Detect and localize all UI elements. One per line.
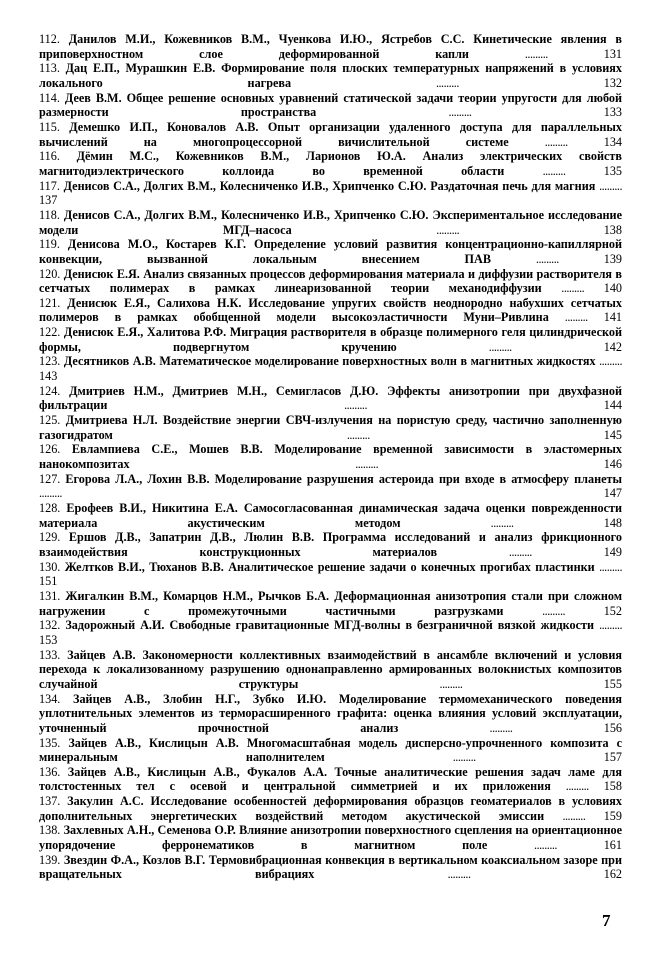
entry-title: Дац Е.П., Мурашкин Е.В. Формирование поля плоских температурных напряжений в условиях локального нагрева bbox=[39, 61, 622, 90]
entry-number: 131. bbox=[39, 588, 61, 603]
entry-number: 134. bbox=[39, 691, 61, 706]
dot-leader: ......... bbox=[542, 603, 566, 618]
entry-page-number: 153 bbox=[39, 632, 58, 647]
toc-entry bbox=[39, 794, 622, 823]
entry-number: 117. bbox=[39, 178, 60, 193]
entry-number: 118. bbox=[39, 207, 60, 222]
dot-leader: ......... bbox=[447, 867, 471, 882]
toc-entry bbox=[39, 120, 622, 149]
entry-title: Зайцев А.В., Кислицын А.В. Многомасштабная модель дисперсно-упрочненного композита с минеральным наполнителем bbox=[39, 735, 622, 765]
toc-entry bbox=[39, 149, 622, 178]
entry-title: Денисов С.А., Долгих В.М., Колесниченко И.В., Хрипченко С.Ю. Экспериментальное исследование модели МГД–насоса bbox=[39, 207, 622, 237]
entry-page-number: 157 bbox=[475, 750, 623, 765]
entry-number: 115. bbox=[39, 119, 60, 134]
entry-title: Демешко И.П., Коновалов А.В. Опыт организации удаленного доступа для параллельных вычислений на многопроцессорной вичислительной системе bbox=[39, 119, 622, 149]
entry-number: 133. bbox=[39, 647, 61, 662]
toc-entry bbox=[39, 692, 622, 736]
entry-page-number: 142 bbox=[511, 339, 622, 354]
toc-entry bbox=[39, 472, 622, 501]
entry-page-number: 134 bbox=[567, 134, 622, 149]
entry-title: Евлампиева С.Е., Мошев В.В. Моделирование временной зависимости в эластомерных нанокомпозитах bbox=[39, 442, 622, 472]
entry-page-number: 135 bbox=[565, 163, 623, 178]
dot-leader: ......... bbox=[436, 222, 460, 237]
toc-entry bbox=[39, 530, 622, 559]
entry-page-number: 132 bbox=[458, 75, 622, 90]
toc-entry bbox=[39, 736, 622, 765]
entry-number: 116. bbox=[39, 149, 60, 164]
dot-leader: ......... bbox=[542, 163, 566, 178]
entry-number: 113. bbox=[39, 61, 60, 76]
entry-title: Денисюк Е.Я., Халитова Р.Ф. Миграция растворителя в образце полимерного геля цилиндрической формы, подвергнутом кручению bbox=[39, 325, 622, 354]
entry-number: 120. bbox=[39, 266, 61, 281]
entry-number: 132. bbox=[39, 618, 61, 633]
table-of-contents bbox=[39, 32, 622, 882]
entry-number: 125. bbox=[39, 413, 61, 428]
entry-title: Захлевных А.Н., Семенова О.Р. Влияние анизотропии поверхностного сцепления на ориентационное упорядочение ферронематиков в магнитном поле bbox=[39, 823, 622, 853]
entry-number: 121. bbox=[39, 295, 61, 310]
entry-number: 114. bbox=[39, 90, 60, 105]
entry-page-number: 131 bbox=[547, 46, 623, 61]
entry-number: 136. bbox=[39, 764, 61, 779]
dot-leader: ......... bbox=[355, 457, 379, 472]
entry-title: Жигалкин В.М., Комарцов Н.М., Рычков Б.А. Деформационная анизотропия стали при сложном нагружении с промежуточными частичными разгрузками bbox=[39, 588, 622, 618]
dot-leader: ......... bbox=[448, 105, 472, 120]
dot-leader: ......... bbox=[452, 750, 476, 765]
toc-entry bbox=[39, 179, 622, 208]
dot-leader: ......... bbox=[344, 398, 367, 413]
toc-entry bbox=[39, 853, 622, 882]
entry-number: 130. bbox=[39, 559, 61, 574]
dot-leader: ......... bbox=[565, 779, 589, 794]
entry-number: 122. bbox=[39, 325, 61, 340]
entry-title: Деев В.М. Общее решение основных уравнений статической задачи теории упругости для любой размерности пространства bbox=[39, 90, 622, 120]
toc-entry bbox=[39, 823, 622, 852]
entry-page-number: 139 bbox=[558, 251, 623, 266]
entry-title: Десятников А.В. Математическое моделирование поверхностных волн в магнитных жидкостях bbox=[60, 354, 600, 369]
entry-number: 138. bbox=[39, 823, 61, 838]
dot-leader: ......... bbox=[439, 676, 463, 691]
toc-entry bbox=[39, 91, 622, 120]
entry-title: Данилов М.И., Кожевников В.М., Чуенкова И.Ю., Ястребов С.С. Кинетические явления в приповерхностном слое деформированной капли bbox=[39, 32, 622, 61]
dot-leader: ......... bbox=[489, 720, 513, 735]
toc-entry bbox=[39, 384, 622, 413]
toc-entry bbox=[39, 501, 622, 530]
entry-number: 119. bbox=[39, 237, 60, 252]
entry-page-number: 155 bbox=[462, 676, 622, 691]
entry-page-number: 159 bbox=[585, 808, 622, 823]
toc-entry bbox=[39, 237, 622, 266]
entry-page-number: 158 bbox=[588, 779, 622, 794]
toc-entry bbox=[39, 648, 622, 692]
entry-title: Закулин А.С. Исследование особенностей деформирования образцов геоматериалов в условиях дополнительных энергетических воздействий методом акустической эмиссии bbox=[39, 794, 622, 823]
entry-title: Денисова М.О., Костарев К.Г. Определение условий развития концентрационно-капиллярной конвекции, вызванной локальным внесением ПАВ bbox=[39, 237, 622, 266]
dot-leader: ......... bbox=[39, 486, 62, 501]
toc-entry bbox=[39, 354, 622, 383]
entry-number: 135. bbox=[39, 735, 61, 750]
toc-entry bbox=[39, 442, 622, 471]
dot-leader: ......... bbox=[599, 618, 622, 633]
dot-leader: ......... bbox=[346, 427, 370, 442]
dot-leader: ......... bbox=[599, 559, 622, 574]
toc-entry bbox=[39, 765, 622, 794]
entry-title: Зайцев А.В., Злобин Н.Г., Зубко И.Ю. Моделирование термомеханического поведения уплотнительных элементов из терморасширенного графита: оценка влияния условий эксплуатации, уточненный прочностной анализ bbox=[39, 691, 622, 735]
dot-leader: ......... bbox=[562, 808, 586, 823]
entry-page-number: 147 bbox=[61, 486, 622, 501]
dot-leader: ......... bbox=[535, 251, 559, 266]
entry-title: Зайцев А.В. Закономерности коллективных взаимодействий в ансамбле включений и условия перехода к локализованному разрушению однонаправленно армированных волокнистых композитов случайной структуры bbox=[39, 647, 622, 691]
entry-number: 123. bbox=[39, 354, 61, 369]
toc-entry bbox=[39, 208, 622, 237]
toc-entry bbox=[39, 413, 622, 442]
dot-leader: ......... bbox=[534, 838, 557, 853]
entry-title: Ерофеев В.И., Никитина Е.А. Самосогласованная динамическая задача оценки поврежденности материала акустическим методом bbox=[39, 501, 622, 530]
dot-leader: ......... bbox=[564, 310, 588, 325]
entry-page-number: 145 bbox=[369, 427, 622, 442]
entry-page-number: 161 bbox=[556, 838, 622, 853]
dot-leader: ......... bbox=[599, 178, 622, 193]
entry-page-number: 152 bbox=[565, 603, 622, 618]
entry-number: 124. bbox=[39, 383, 61, 398]
dot-leader: ......... bbox=[544, 134, 568, 149]
toc-entry bbox=[39, 267, 622, 296]
toc-entry bbox=[39, 296, 622, 325]
page-number: 7 bbox=[602, 911, 611, 930]
dot-leader: ......... bbox=[524, 46, 548, 61]
toc-entry bbox=[39, 325, 622, 354]
entry-title: Звездин Ф.А., Козлов В.Г. Термовибрационная конвекция в вертикальном коаксиальном зазоре при вращательных вибрациях bbox=[39, 852, 622, 882]
entry-page-number: 144 bbox=[367, 398, 622, 413]
entry-title: Зайцев А.В., Кислицын А.В., Фукалов А.А. Точные аналитические решения задач ламе для толстостенных тел с осевой и центральной симметрией и их приложения bbox=[39, 764, 622, 794]
dot-leader: ......... bbox=[490, 515, 514, 530]
entry-page-number: 146 bbox=[378, 457, 622, 472]
toc-entry bbox=[39, 618, 622, 647]
entry-page-number: 162 bbox=[470, 867, 622, 882]
entry-title: Дмитриева Н.Л. Воздействие энергии СВЧ-излучения на пористую среду, частично заполненную газогидратом bbox=[39, 413, 622, 442]
dot-leader: ......... bbox=[561, 281, 585, 296]
entry-title: Ершов Д.В., Запатрин Д.В., Люлин В.В. Программа исследований и анализ фрикционного взаимодействия конструкционных материалов bbox=[39, 530, 622, 559]
entry-page-number: 149 bbox=[531, 544, 622, 559]
entry-page-number: 137 bbox=[39, 193, 58, 208]
entry-page-number: 156 bbox=[512, 720, 623, 735]
toc-entry bbox=[39, 589, 622, 618]
entry-title: Денисов С.А., Долгих В.М., Колесниченко И.В., Хрипченко С.Ю. Раздаточная печь для магния bbox=[59, 178, 600, 193]
toc-entry bbox=[39, 61, 622, 90]
entry-page-number: 143 bbox=[39, 369, 58, 384]
toc-entry bbox=[39, 32, 622, 61]
entry-page-number: 141 bbox=[587, 310, 622, 325]
entry-title: Егорова Л.А., Лохин В.В. Моделирование разрушения астероида при входе в атмосферу планеты bbox=[60, 471, 622, 486]
entry-number: 137. bbox=[39, 794, 61, 809]
entry-number: 129. bbox=[39, 530, 61, 545]
entry-page-number: 148 bbox=[513, 515, 623, 530]
entry-page-number: 151 bbox=[39, 574, 58, 589]
dot-leader: ......... bbox=[599, 354, 622, 369]
toc-entry bbox=[39, 560, 622, 589]
entry-title: Денисюк Е.Я. Анализ связанных процессов деформирования материала и диффузии растворителя в сетчатых полимерах в рамках линеаризованной теории механодиффузии bbox=[39, 266, 622, 296]
entry-title: Дёмин М.С., Кожевников В.М., Ларионов Ю.А. Анализ электрических свойств магнитодиэлектрического коллоида во временной области bbox=[39, 149, 622, 178]
entry-number: 126. bbox=[39, 442, 61, 457]
entry-page-number: 140 bbox=[584, 281, 623, 296]
entry-number: 139. bbox=[39, 852, 61, 867]
dot-leader: ......... bbox=[508, 544, 532, 559]
entry-page-number: 133 bbox=[471, 105, 623, 120]
entry-title: Дмитриев Н.М., Дмитриев М.Н., Семигласов Д.Ю. Эффекты анизотропии при двухфазной фильтрации bbox=[39, 383, 622, 413]
dot-leader: ......... bbox=[488, 339, 512, 354]
entry-page-number: 138 bbox=[459, 222, 622, 237]
entry-title: Желтков В.И., Тюханов В.В. Аналитическое решение задачи о конечных прогибах пластинки bbox=[60, 559, 600, 574]
entry-number: 112. bbox=[39, 32, 60, 46]
entry-number: 128. bbox=[39, 501, 61, 515]
dot-leader: ......... bbox=[435, 75, 459, 90]
entry-number: 127. bbox=[39, 471, 61, 486]
entry-title: Задорожный А.И. Свободные гравитационные МГД-волны в безграничной вязкой жидкости bbox=[60, 618, 600, 633]
entry-title: Денисюк Е.Я., Салихова Н.К. Исследование упругих свойств неоднородно набухших сетчатых полимеров в рамках обобщенной модели высокоэластичности Муни–Ривлина bbox=[39, 295, 622, 325]
